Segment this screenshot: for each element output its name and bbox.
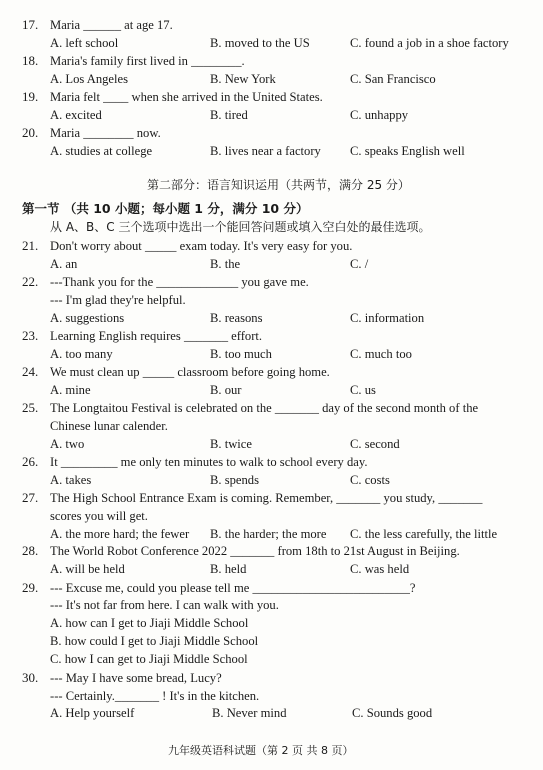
- question-number: 30.: [22, 670, 39, 685]
- option-a: A. an: [50, 257, 78, 271]
- option-c: C. San Francisco: [350, 72, 436, 86]
- option-c: C. how I can get to Jiaji Middle School: [50, 652, 248, 666]
- option-b: B. spends: [210, 473, 259, 487]
- part-2-title: 第二部分：语言知识运用（共两节，满分 25 分）: [147, 178, 410, 192]
- option-c: C. costs: [350, 473, 390, 487]
- section-1-instruction: 从 A、B、C 三个选项中选出一个能回答问题或填入空白处的最佳选项。: [50, 220, 431, 234]
- option-b: B. Never mind: [212, 706, 287, 720]
- question-text: The World Robot Conference 2022 _______ from 18th to 21st August in Beijing.: [50, 544, 460, 558]
- option-a: A. suggestions: [50, 311, 125, 325]
- option-c: C. was held: [350, 562, 410, 576]
- question-text-line-2: scores you will get.: [50, 509, 148, 523]
- option-a: A. Help yourself: [50, 706, 135, 720]
- option-a: A. the more hard; the fewer: [50, 527, 190, 541]
- option-a: A. excited: [50, 108, 102, 122]
- option-a: A. how can I get to Jiaji Middle School: [50, 616, 249, 630]
- option-a: A. left school: [50, 36, 119, 50]
- option-c: C. the less carefully, the little: [350, 527, 498, 541]
- question-text: Maria's family first lived in ________.: [50, 54, 245, 68]
- question-text: Learning English requires _______ effort.: [50, 329, 263, 343]
- question-text: Maria felt ____ when she arrived in the United States.: [50, 90, 323, 104]
- option-c: C. second: [350, 437, 400, 451]
- question-number: 26.: [22, 454, 39, 469]
- option-b: B. New York: [210, 72, 276, 86]
- option-b: B. how could I get to Jiaji Middle School: [50, 634, 259, 648]
- question-text: It _________ me only ten minutes to walk to school every day.: [50, 455, 368, 469]
- option-c: C. information: [350, 311, 425, 325]
- question-text: Don't worry about _____ exam today. It's very easy for you.: [50, 239, 353, 253]
- option-c: C. us: [350, 383, 376, 397]
- question-text-line-2: --- It's not far from here. I can walk with you.: [50, 598, 279, 612]
- option-a: A. Los Angeles: [50, 72, 129, 86]
- option-b: B. the harder; the more: [210, 527, 327, 541]
- option-b: B. too much: [210, 347, 272, 361]
- option-c: C. much too: [350, 347, 412, 361]
- question-text: --- Excuse me, could you please tell me _________________________?: [50, 581, 416, 595]
- option-c: C. unhappy: [350, 108, 409, 122]
- question-number: 20.: [22, 125, 39, 140]
- question-number: 22.: [22, 274, 39, 289]
- question-text: We must clean up _____ classroom before going home.: [50, 365, 330, 379]
- option-c: C. /: [350, 257, 369, 271]
- question-number: 29.: [22, 580, 39, 595]
- option-b: B. reasons: [210, 311, 263, 325]
- question-text-line-2: Chinese lunar calender.: [50, 419, 168, 433]
- question-number: 24.: [22, 364, 39, 379]
- question-number: 27.: [22, 490, 39, 505]
- question-number: 28.: [22, 543, 39, 558]
- option-b: B. moved to the US: [210, 36, 310, 50]
- question-number: 25.: [22, 400, 39, 415]
- question-text-line-2: --- Certainly._______ ! It's in the kitchen.: [50, 689, 260, 703]
- option-c: C. Sounds good: [352, 706, 433, 720]
- option-c: C. speaks English well: [350, 144, 465, 158]
- question-number: 19.: [22, 89, 39, 104]
- question-text: --- May I have some bread, Lucy?: [50, 671, 222, 685]
- question-text: The Longtaitou Festival is celebrated on the _______ day of the second month of the: [50, 401, 479, 415]
- option-a: A. mine: [50, 383, 91, 397]
- question-text: ---Thank you for the _____________ you gave me.: [50, 275, 309, 289]
- question-text: The High School Entrance Exam is coming. Remember, _______ you study, _______: [50, 491, 483, 505]
- option-b: B. the: [210, 257, 241, 271]
- option-a: A. studies at college: [50, 144, 153, 158]
- question-number: 21.: [22, 238, 39, 253]
- section-1-title: 第一节 （共 10 小题；每小题 1 分，满分 10 分）: [22, 201, 309, 216]
- option-b: B. lives near a factory: [210, 144, 321, 158]
- option-b: B. held: [210, 562, 247, 576]
- question-number: 17.: [22, 17, 39, 32]
- option-a: A. will be held: [50, 562, 125, 576]
- option-c: C. found a job in a shoe factory: [350, 36, 509, 50]
- option-a: A. two: [50, 437, 85, 451]
- option-b: B. tired: [210, 108, 248, 122]
- page-footer: 九年级英语科试题（第 2 页 共 8 页）: [168, 744, 354, 757]
- question-number: 23.: [22, 328, 39, 343]
- question-text: Maria ________ now.: [50, 126, 161, 140]
- question-number: 18.: [22, 53, 39, 68]
- option-b: B. twice: [210, 437, 252, 451]
- question-text: Maria ______ at age 17.: [50, 18, 173, 32]
- question-text-line-2: --- I'm glad they're helpful.: [50, 293, 186, 307]
- option-a: A. too many: [50, 347, 113, 361]
- option-a: A. takes: [50, 473, 92, 487]
- option-b: B. our: [210, 383, 242, 397]
